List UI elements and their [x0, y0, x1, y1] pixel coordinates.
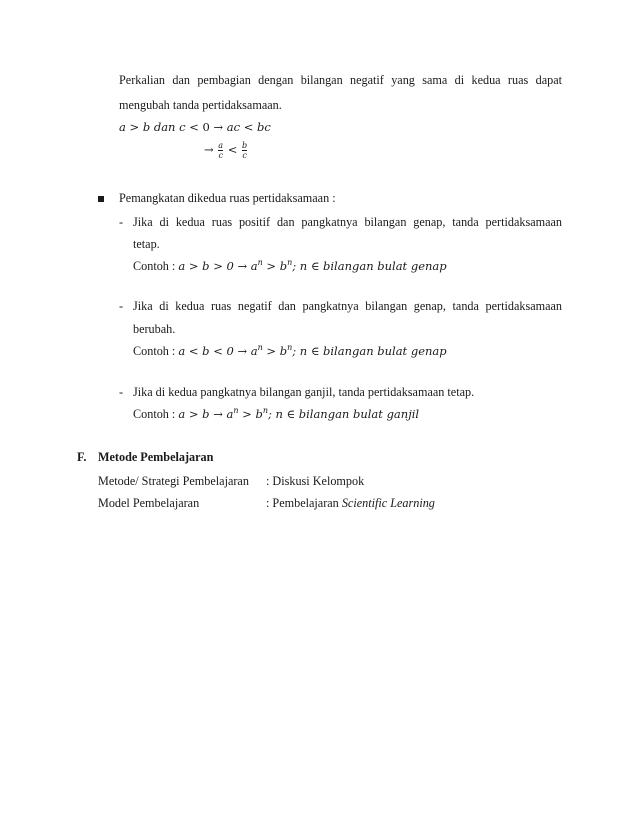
- math-var-bc: bc: [257, 120, 271, 134]
- example-math: $a < b < 0 \to a^n > b^n$; n ∈ bilangan bulat genap: [178, 343, 447, 358]
- math-var-c: c: [179, 120, 186, 134]
- example-math: $a > b \to a^n > b^n$; n ∈ bilangan bulat ganjil: [178, 406, 420, 421]
- item-2-line-2: berubah.: [133, 322, 176, 336]
- math-line-1: [119, 120, 271, 134]
- item-1-line-1: Jika di kedua ruas positif dan pangkatnya bilangan genap, tanda pertidaksamaan: [133, 215, 562, 229]
- powers-heading: Pemangkatan dikedua ruas pertidaksamaan :: [119, 191, 336, 205]
- math-op: <: [227, 142, 238, 157]
- model-value: : Pembelajaran Scientific Learning: [266, 496, 435, 510]
- example-math: $a > b > 0 \to a^n > b^n$; n ∈ bilangan bulat genap: [178, 258, 447, 273]
- item-3-example: [133, 407, 419, 422]
- square-bullet-icon: [98, 196, 104, 202]
- section-letter: F.: [77, 450, 87, 464]
- arrow-icon: →: [204, 142, 214, 157]
- example-label: Contoh :: [133, 259, 176, 273]
- math-line-2: [204, 141, 248, 160]
- method-value: : Diskusi Kelompok: [266, 474, 365, 488]
- model-label: Model Pembelajaran: [98, 496, 200, 510]
- math-word-dan: dan: [153, 120, 176, 134]
- math-var-ac: ac: [226, 120, 241, 134]
- item-2-example: [133, 344, 447, 359]
- item-3-line-1: Jika di kedua pangkatnya bilangan ganjil, tanda pertidaksamaan tetap.: [133, 385, 475, 399]
- fraction-a-over-c: $\frac{a}{c}$: [218, 141, 224, 160]
- dash-bullet: -: [119, 215, 124, 229]
- example-label: Contoh :: [133, 407, 176, 421]
- math-op: <: [243, 120, 254, 134]
- intro-line-2: mengubah tanda pertidaksamaan.: [119, 98, 282, 112]
- method-label: Metode/ Strategi Pembelajaran: [98, 474, 249, 488]
- item-2-line-1: Jika di kedua ruas negatif dan pangkatnya bilangan genap, tanda pertidaksamaan: [133, 299, 562, 313]
- math-var-b: b: [142, 120, 151, 134]
- item-1-example: [133, 259, 447, 274]
- math-op: < 0: [189, 120, 210, 134]
- math-var-a: a: [119, 120, 126, 134]
- intro-line-1: Perkalian dan pembagian dengan bilangan negatif yang sama di kedua ruas dapat: [119, 73, 562, 87]
- fraction-b-over-c: $\frac{b}{c}$: [242, 141, 248, 160]
- item-1-line-2: tetap.: [133, 237, 160, 251]
- arrow-icon: →: [213, 120, 224, 134]
- dash-bullet: -: [119, 299, 124, 313]
- example-label: Contoh :: [133, 344, 176, 358]
- section-heading: Metode Pembelajaran: [98, 450, 214, 464]
- dash-bullet: -: [119, 385, 124, 399]
- math-op: >: [129, 120, 140, 134]
